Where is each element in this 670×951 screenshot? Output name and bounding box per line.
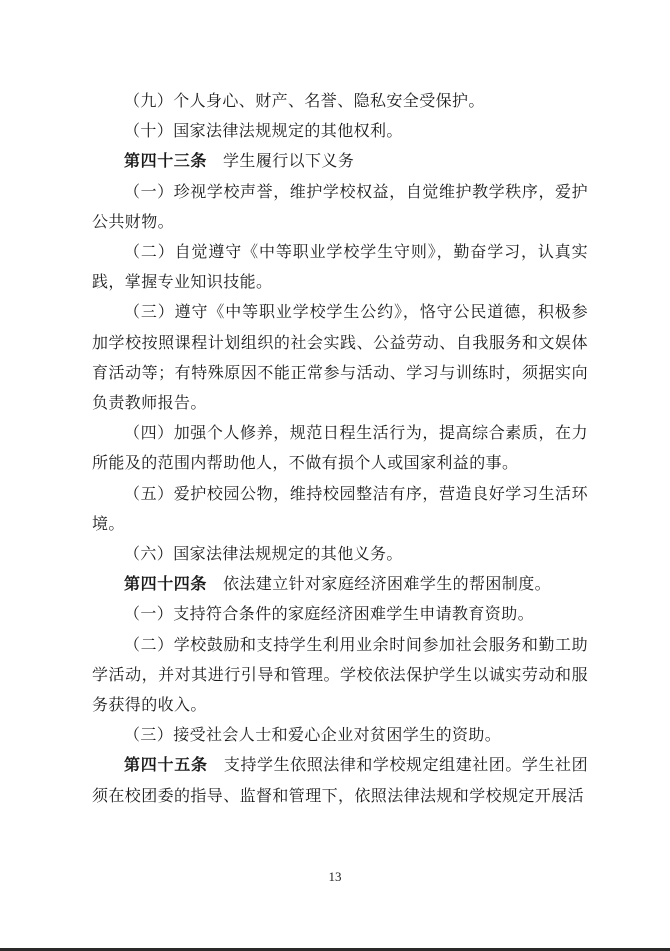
- paragraph-text: （五）爱护校园公物，维持校园整洁有序，营造良好学习生活环境。: [92, 483, 588, 533]
- paragraph: [92, 418, 588, 478]
- paragraph: [92, 86, 588, 116]
- paragraph: [92, 539, 588, 569]
- paragraph: [92, 297, 588, 418]
- article-paragraph: [92, 569, 588, 599]
- paragraph-text: （三）接受社会人士和爱心企业对贫困学生的资助。: [124, 725, 502, 745]
- article-paragraph: [92, 750, 588, 810]
- paragraph-text: 学生履行以下义务: [223, 151, 355, 171]
- paragraph-text: （一）支持符合条件的家庭经济困难学生申请教育资助。: [124, 604, 535, 624]
- paragraph: [92, 116, 588, 146]
- paragraph-text: （三）遵守《中等职业学校学生公约》，恪守公民道德，积极参加学校按照课程计划组织的社会实践、公益劳动、自我服务和文娱体育活动等；有特殊原因不能正常参与活动、学习与训练时，须据实向负责教师报告。: [92, 302, 588, 413]
- paragraph-text: （一）珍视学校声誉，维护学校权益，自觉维护教学秩序，爱护公共财物。: [92, 181, 588, 231]
- paragraph-text: （六）国家法律法规规定的其他义务。: [124, 544, 403, 564]
- paragraph: [92, 177, 588, 237]
- article-heading: 第四十三条: [124, 151, 208, 171]
- paragraph-text: （二）自觉遵守《中等职业学校学生守则》，勤奋学习，认真实践，掌握专业知识技能。: [92, 242, 588, 292]
- article-heading: 第四十四条: [124, 574, 208, 594]
- article-heading: 第四十五条: [124, 755, 208, 775]
- paragraph-text: （十）国家法律法规规定的其他权利。: [124, 121, 403, 141]
- article-paragraph: [92, 146, 588, 176]
- paragraph-text: （二）学校鼓励和支持学生利用业余时间参加社会服务和勤工助学活动，并对其进行引导和管理。学校依法保护学生以诚实劳动和服务获得的收入。: [92, 634, 588, 715]
- paragraph: [92, 720, 588, 750]
- paragraph-text: 依法建立针对家庭经济困难学生的帮困制度。: [223, 574, 552, 594]
- document-body: [92, 86, 588, 811]
- paragraph-text: （四）加强个人修养，规范日程生活行为，提高综合素质，在力所能及的范围内帮助他人，不做有损个人或国家利益的事。: [92, 423, 588, 473]
- paragraph: [92, 237, 588, 297]
- paragraph-text: 支持学生依照法律和学校规定组建社团。学生社团须在校团委的指导、监督和管理下，依照法律法规和学校规定开展活: [92, 755, 588, 805]
- paragraph: [92, 479, 588, 539]
- paragraph-text: （九）个人身心、财产、名誉、隐私安全受保护。: [124, 91, 485, 110]
- paragraph: [92, 630, 588, 721]
- page-number: 13: [328, 869, 342, 884]
- paragraph: [92, 599, 588, 629]
